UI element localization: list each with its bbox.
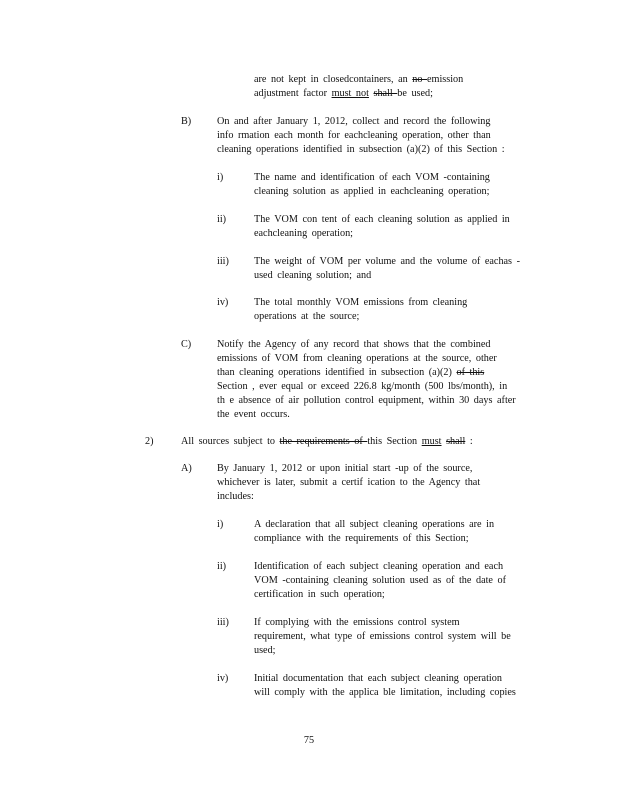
item-a-iv-label: iv)	[217, 673, 229, 684]
item-c-line-2: emissions of VOM from cleaning operations at the source, other	[217, 353, 497, 364]
item-b-iii-line-1: The weight of VOM per volume and the volume of eachas -	[254, 256, 520, 267]
item-2-label: 2)	[145, 436, 154, 447]
item-a-line-1: By January 1, 2012 or upon initial start -up of the source,	[217, 463, 473, 474]
item-a-i-line-1: A declaration that all subject cleaning operations are in	[254, 519, 495, 530]
item-a-line-2: whichever is later, submit a certif ication to the Agency that	[217, 477, 481, 488]
item-b-i-line-1: The name and identification of each VOM -containing	[254, 172, 490, 183]
item-a-ii-label: ii)	[217, 561, 227, 572]
item-c-line-1: Notify the Agency of any record that shows that the combined	[217, 339, 491, 350]
item-c-line-3: than cleaning operations identified in subsection (a)(2) of this	[217, 367, 485, 378]
item-b-i-line-2: cleaning solution as applied in eachcleaning operation;	[254, 186, 490, 197]
item-c-label: C)	[181, 339, 192, 350]
item-a-iii-label: iii)	[217, 617, 229, 628]
item-2-line: All sources subject to the requirements of this Section must shall :	[181, 436, 473, 447]
item-b-ii-label: ii)	[217, 214, 227, 225]
item-a-ii-line-3: certification in such operation;	[254, 589, 385, 600]
item-b-line-3: cleaning operations identified in subsection (a)(2) of this Section :	[217, 144, 505, 155]
item-a-iii-line-1: If complying with the emissions control system	[254, 617, 460, 628]
item-b-iv-line-1: The total monthly VOM emissions from cleaning	[254, 297, 468, 308]
item-b-i-label: i)	[217, 172, 224, 183]
item-b-iii-line-2: used cleaning solution; and	[254, 270, 372, 281]
item-b-ii-line-2: eachcleaning operation;	[254, 228, 354, 239]
item-a-iii-line-3: used;	[254, 645, 276, 656]
item-b-iv-label: iv)	[217, 297, 229, 308]
item-b-ii-line-1: The VOM con tent of each cleaning solution as applied in	[254, 214, 510, 225]
item-b-label: B)	[181, 116, 192, 127]
page-number: 75	[303, 735, 315, 746]
item-a-ii-line-1: Identification of each subject cleaning operation and each	[254, 561, 504, 572]
item-a-iii-line-2: requirement, what type of emissions control system will be	[254, 631, 511, 642]
item-b-line-2: info rmation each month for eachcleaning operation, other than	[217, 130, 491, 141]
item-c-line-6: the event occurs.	[217, 409, 290, 420]
item-c-line-5: th e absence of air pollution control equipment, within 30 days after	[217, 395, 516, 406]
continuation-line-1: are not kept in closedcontainers, an no emission	[254, 74, 464, 85]
item-c-line-4: Section , ever equal or exceed 226.8 kg/month (500 lbs/month), in	[217, 381, 508, 392]
item-a-label: A)	[181, 463, 192, 474]
item-a-iv-line-2: will comply with the applica ble limitation, including copies	[254, 687, 516, 698]
item-a-ii-line-2: VOM -containing cleaning solution used as of the date of	[254, 575, 506, 586]
item-a-i-line-2: compliance with the requirements of this Section;	[254, 533, 469, 544]
continuation-line-2: adjustment factor must not shall be used;	[254, 88, 433, 99]
item-a-line-3: includes:	[217, 491, 254, 502]
item-b-iii-label: iii)	[217, 256, 229, 267]
item-a-i-label: i)	[217, 519, 224, 530]
item-a-iv-line-1: Initial documentation that each subject cleaning operation	[254, 673, 502, 684]
item-b-iv-line-2: operations at the source;	[254, 311, 360, 322]
item-b-line-1: On and after January 1, 2012, collect and record the following	[217, 116, 491, 127]
